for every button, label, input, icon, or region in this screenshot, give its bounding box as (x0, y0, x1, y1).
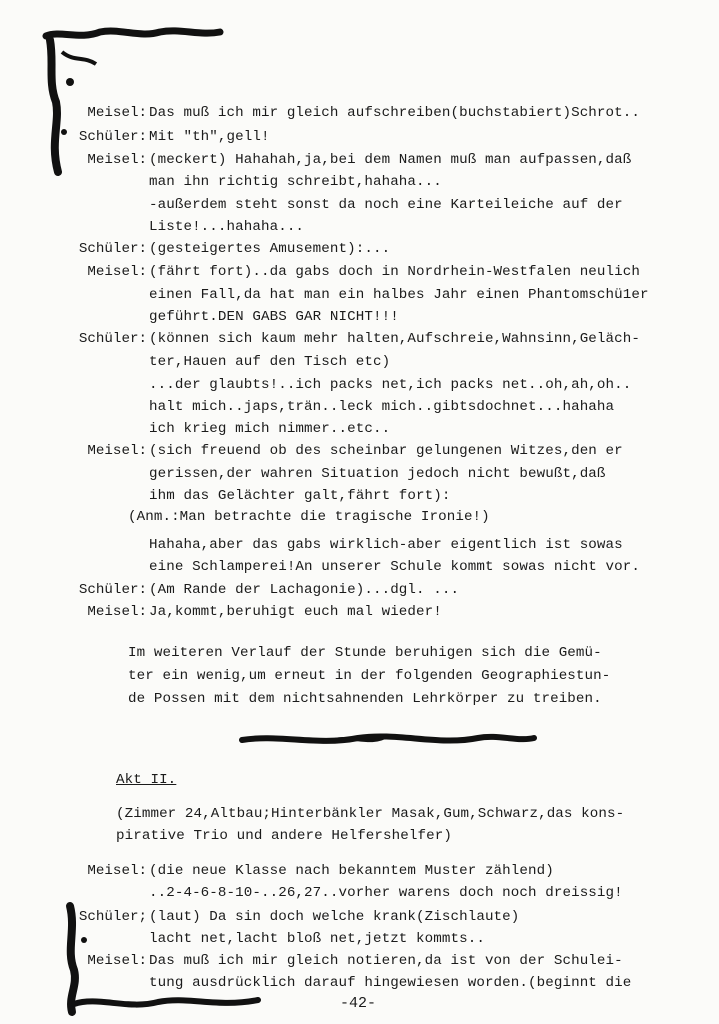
dialogue-line: (meckert) Hahahah,ja,bei dem Namen muß man aufpassen,daß (149, 152, 632, 168)
speaker-label: Schüler; (78, 909, 147, 925)
speaker-label: Meisel: (87, 105, 147, 121)
dialogue-line: man ihn richtig schreibt,hahaha... (149, 174, 442, 190)
narration-line: Im weiteren Verlauf der Stunde beruhigen sich die Gemü- (128, 645, 602, 661)
dialogue-line: (gesteigertes Amusement):... (149, 241, 391, 257)
dialogue-line: tung ausdrücklich darauf hingewiesen worden.(beginnt die (149, 975, 632, 991)
speaker-label: Meisel: (87, 604, 147, 620)
dialogue-line: ter,Hauen auf den Tisch etc) (149, 354, 391, 370)
dialogue-line: ...der glaubts!..ich packs net,ich packs net..oh,ah,oh.. (149, 377, 632, 393)
page-number: -42- (340, 995, 377, 1012)
dialogue-line: (sich freuend ob des scheinbar gelungenen Witzes,den er (149, 443, 623, 459)
stage-direction-line: pirative Trio und andere Helfershelfer) (116, 828, 452, 844)
dialogue-line: (fährt fort)..da gabs doch in Nordrhein-Westfalen neulich (149, 264, 640, 280)
stage-direction-line: (Zimmer 24,Altbau;Hinterbänkler Masak,Gum,Schwarz,das kons- (116, 806, 625, 822)
speaker-label: Meisel: (87, 152, 147, 168)
dialogue-line: (die neue Klasse nach bekanntem Muster zählend) (149, 863, 554, 879)
dialogue-line: gerissen,der wahren Situation jedoch nicht bewußt,daß (149, 466, 606, 482)
dialogue-line: ich krieg mich nimmer..etc.. (149, 421, 391, 437)
dialogue-line: ihm das Gelächter galt,fährt fort): (149, 488, 451, 504)
dialogue-line: Hahaha,aber das gabs wirklich-aber eigentlich ist sowas (149, 537, 623, 553)
dialogue-line: geführt.DEN GABS GAR NICHT!!! (149, 309, 399, 325)
dialogue-line: Das muß ich mir gleich aufschreiben(buchstabiert)Schrot.. (149, 105, 640, 121)
annotation-note: (Anm.:Man betrachte die tragische Ironie!) (128, 509, 490, 525)
dialogue-line: eine Schlamperei!An unserer Schule kommt sowas nicht vor. (149, 559, 640, 575)
dialogue-line: ..2-4-6-8-10-..26,27..vorher warens doch noch dreissig! (149, 885, 623, 901)
speaker-label: Schüler: (78, 582, 147, 598)
dialogue-line: (können sich kaum mehr halten,Aufschreie,Wahnsinn,Geläch- (149, 331, 640, 347)
speaker-label: Meisel: (87, 264, 147, 280)
dialogue-line: Ja,kommt,beruhigt euch mal wieder! (149, 604, 442, 620)
dialogue-line: Liste!...hahaha... (149, 219, 305, 235)
divider-scribble-icon (238, 728, 538, 752)
narration-line: de Possen mit dem nichtsahnenden Lehrkörper zu treiben. (128, 691, 602, 707)
dialogue-line: -außerdem steht sonst da noch eine Karteileiche auf der (149, 197, 623, 213)
dialogue-line: Mit "th",gell! (149, 129, 270, 145)
dialogue-line: (laut) Da sin doch welche krank(Zischlaute) (149, 909, 520, 925)
speaker-label: Meisel: (87, 953, 147, 969)
speaker-label: Schüler: (78, 129, 147, 145)
narration-line: ter ein wenig,um erneut in der folgenden Geographiestun- (128, 668, 611, 684)
speaker-label: Schüler: (78, 241, 147, 257)
speaker-label: Meisel: (87, 443, 147, 459)
speaker-label: Schüler: (78, 331, 147, 347)
act-heading: Akt II. (116, 772, 177, 788)
dialogue-line: (Am Rande der Lachagonie)...dgl. ... (149, 582, 460, 598)
dialogue-line: Das muß ich mir gleich notieren,da ist von der Schulei- (149, 953, 623, 969)
dialogue-line: halt mich..japs,trän..leck mich..gibtsdochnet...hahaha (149, 399, 615, 415)
dialogue-line: lacht net,lacht bloß net,jetzt kommts.. (149, 931, 485, 947)
dialogue-line: einen Fall,da hat man ein halbes Jahr einen Phantomschü1er (149, 287, 649, 303)
speaker-label: Meisel: (87, 863, 147, 879)
